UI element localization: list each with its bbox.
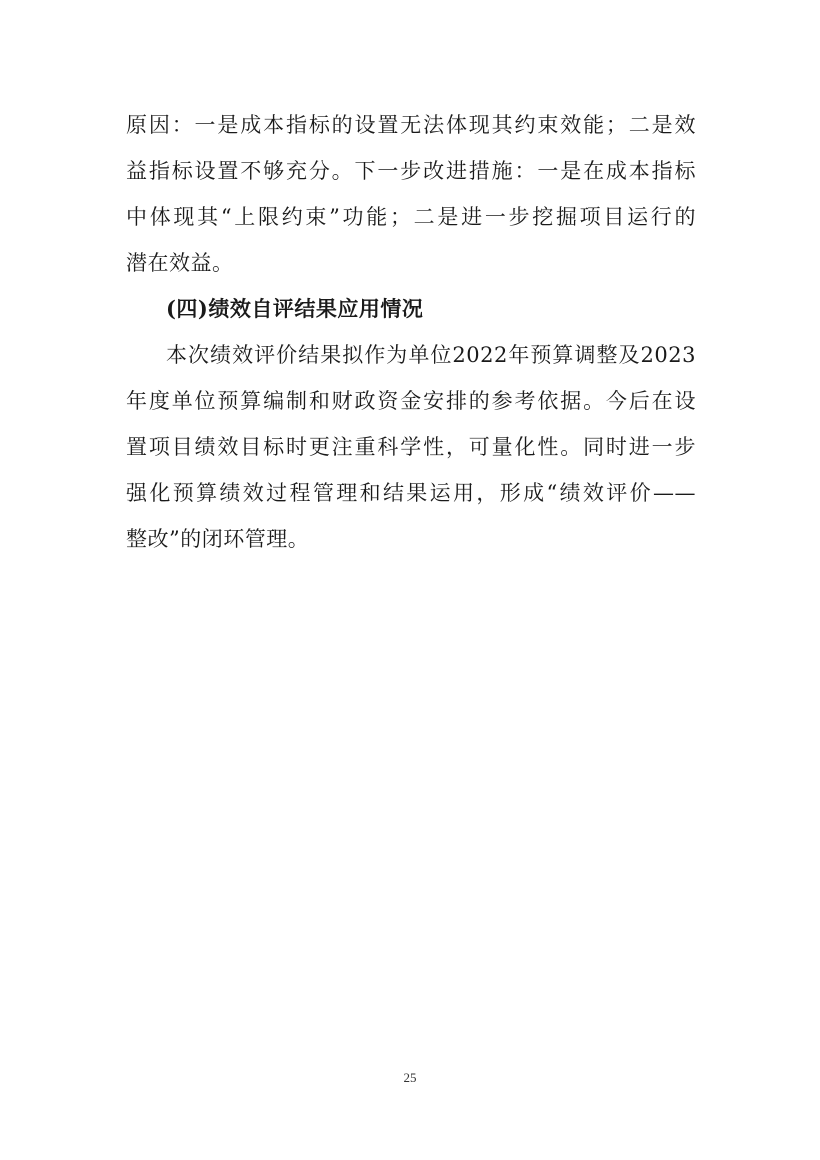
paragraph-line: 置项目绩效目标时更注重科学性，可量化性。同时进一步 <box>126 435 696 459</box>
paragraph-line: 潜在效益。 <box>126 251 234 275</box>
page-number: 25 <box>403 1070 417 1085</box>
paragraph-line: 年度单位预算编制和财政资金安排的参考依据。今后在设 <box>126 389 696 413</box>
document-body <box>126 102 696 562</box>
paragraph-line: 中体现其“上限约束”功能；二是进一步挖掘项目运行的 <box>126 205 696 229</box>
paragraph-line: 本次绩效评价结果拟作为单位2022年预算调整及2023 <box>166 343 696 367</box>
paragraph-line: 原因：一是成本指标的设置无法体现其约束效能；二是效 <box>126 113 696 137</box>
section-heading: (四)绩效自评结果应用情况 <box>166 296 424 321</box>
paragraph-line: 整改”的闭环管理。 <box>126 527 310 551</box>
paragraph-line: 益指标设置不够充分。下一步改进措施：一是在成本指标 <box>126 159 696 183</box>
paragraph-line: 强化预算绩效过程管理和结果运用，形成“绩效评价—— <box>126 481 696 505</box>
